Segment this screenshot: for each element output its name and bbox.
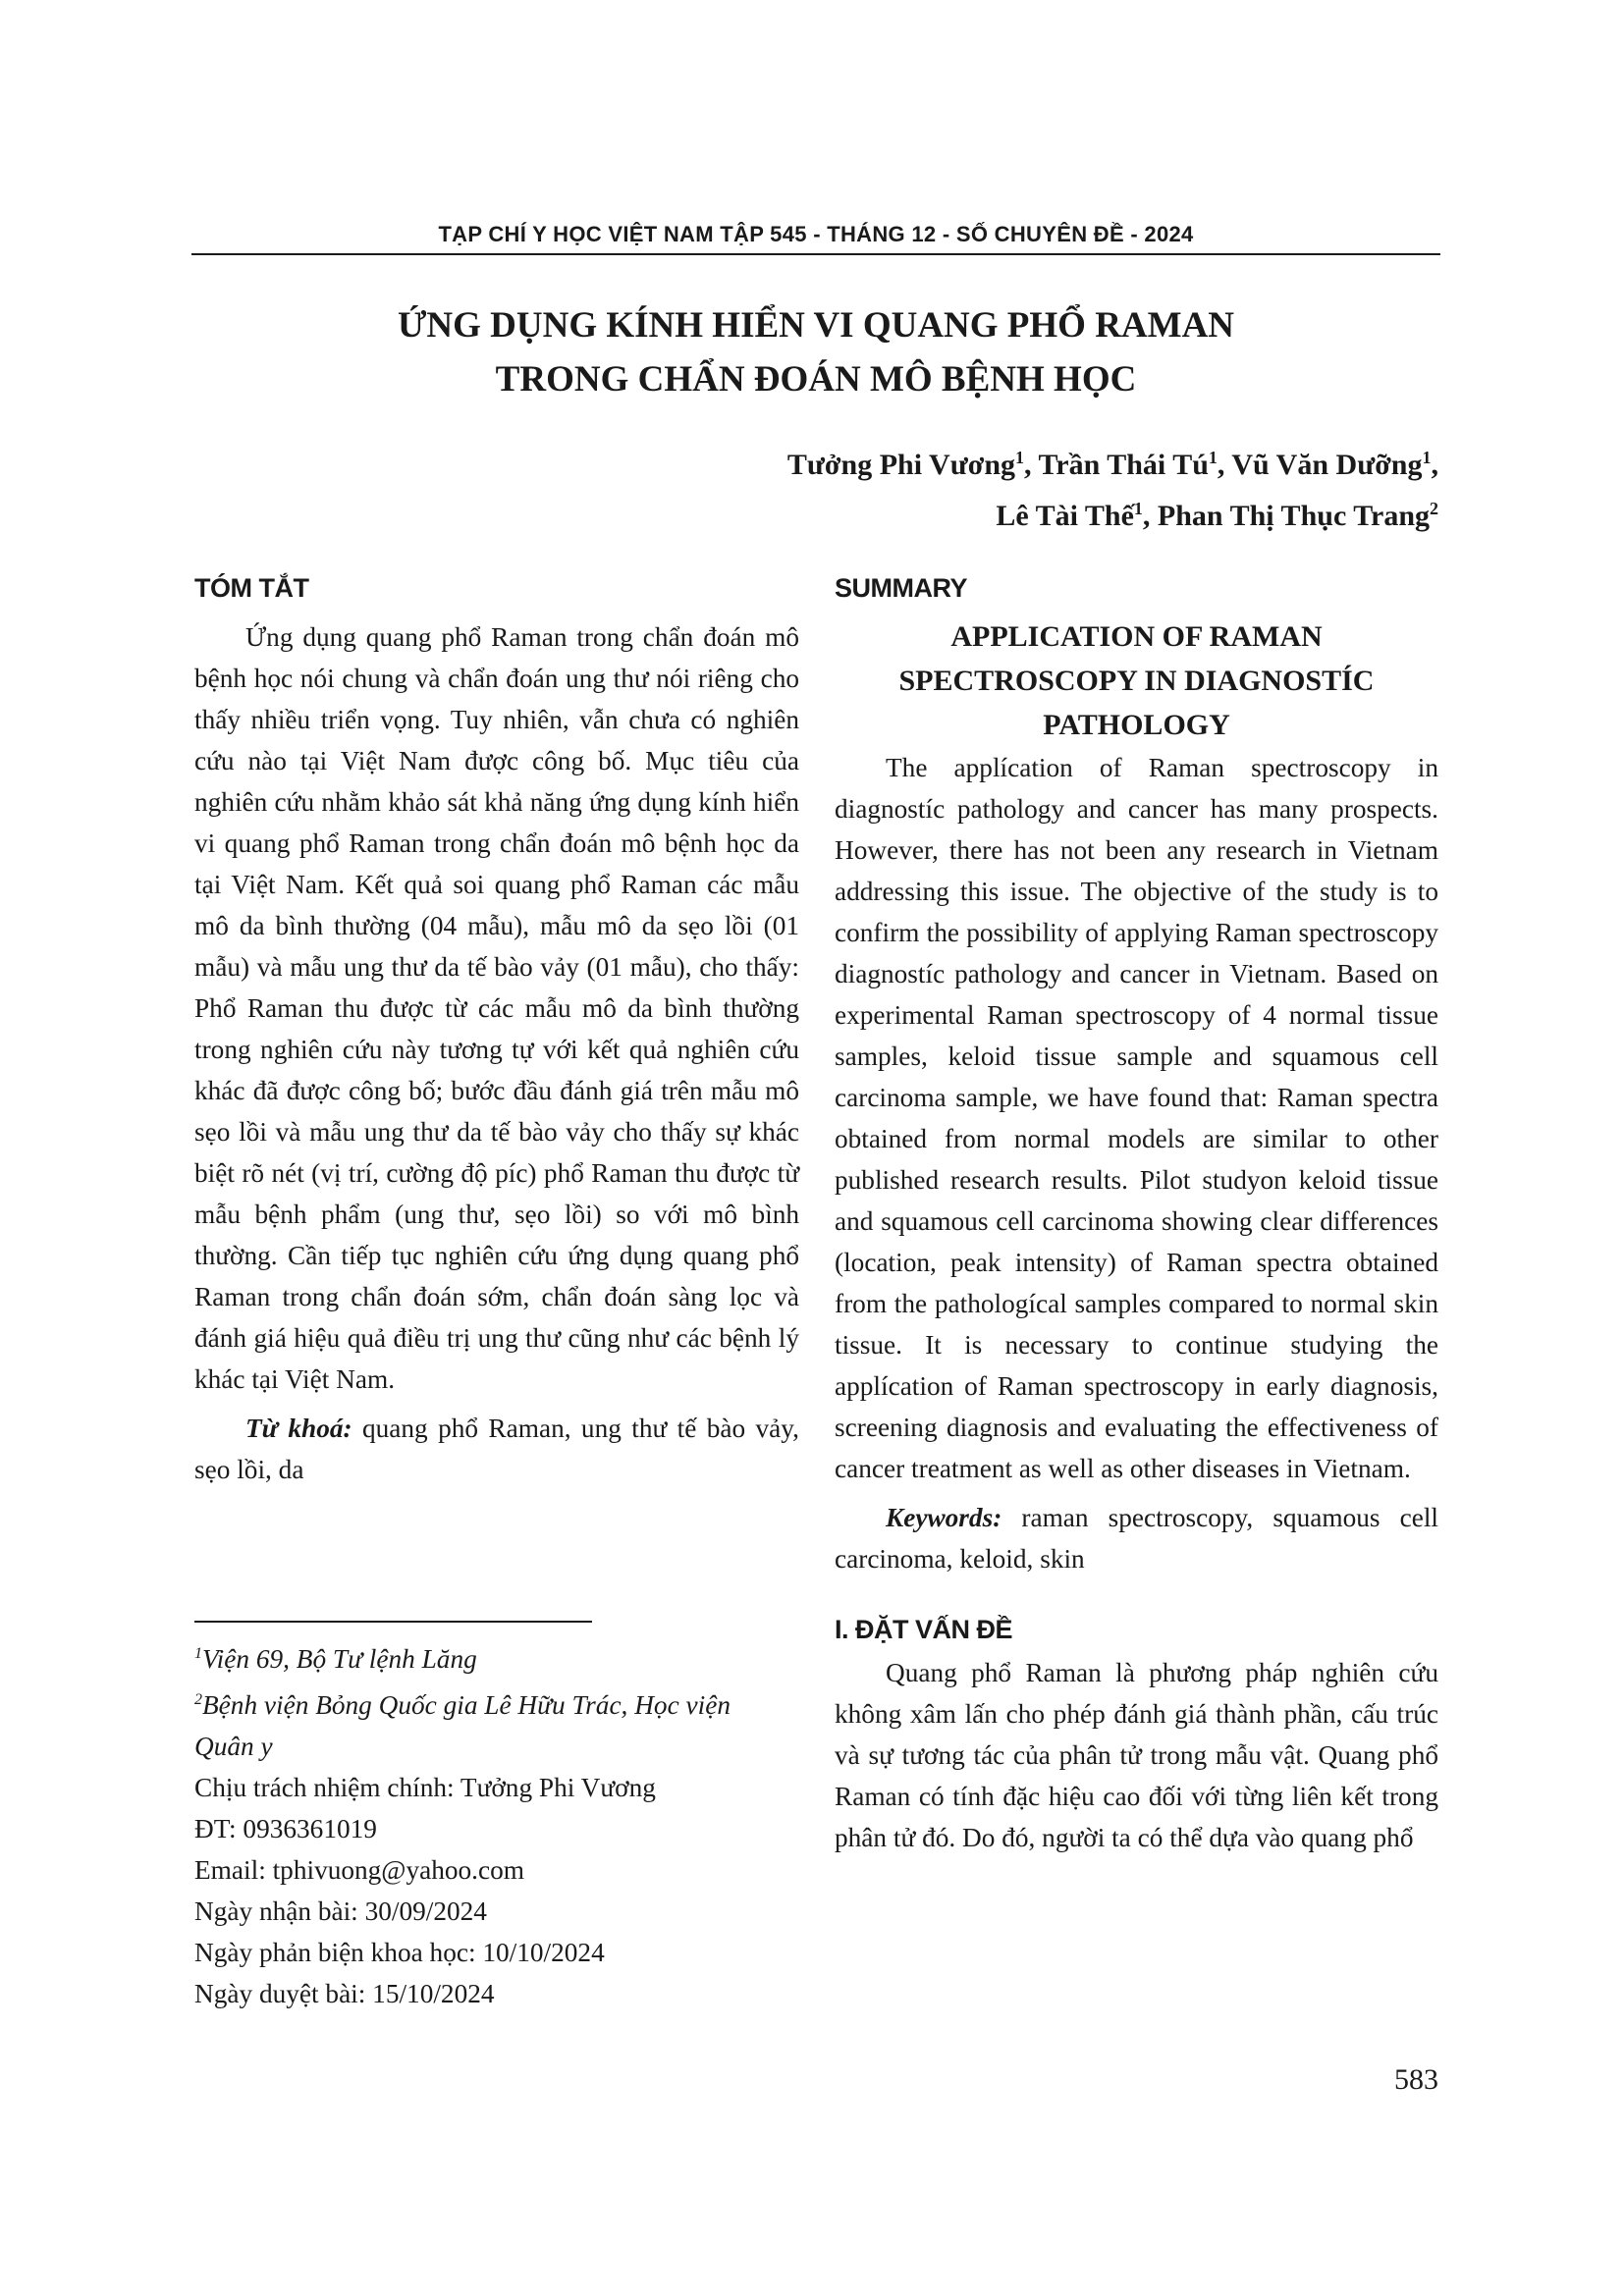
keywords-label: Từ khoá:: [245, 1414, 352, 1443]
footnote-received: Ngày nhận bài: 30/09/2024: [194, 1896, 487, 1927]
footnote-reviewed: Ngày phản biện khoa học: 10/10/2024: [194, 1938, 605, 1968]
footnote-affiliation-2: $^2$Bệnh viện Bỏng Quốc gia Lê Hữu Trác, Học viện Quân y: [194, 1690, 731, 1762]
footnote-accepted: Ngày duyệt bài: 15/10/2024: [194, 1979, 495, 2009]
affiliation-mark: 1: [1422, 448, 1432, 467]
abstract-vi-body: Ứng dụng quang phổ Raman trong chẩn đoán mô bệnh học nói chung và chẩn đoán ung thư nói riêng cho thấy nhiều triển vọng. Tuy nhiên, vẫn chưa có nghiên cứu nào tại Việt Nam được công bố. Mục tiêu của nghiên cứu nhằm khảo sát khả năng ứng dụng kính hiển vi quang phổ Raman trong chẩn đoán mô bệnh học da tại Việt Nam. Kết quả soi quang phổ Raman các mẫu mô da bình thường (04 mẫu), mẫu mô da sẹo lồi (01 mẫu) và mẫu ung thư da tế bào vảy (01 mẫu), cho thấy: Phổ Raman thu được từ các mẫu mô da bình thường trong nghiên cứu này tương tự với kết quả nghiên cứu khác đã được công bố; bước đầu đánh giá trên mẫu mô sẹo lồi và mẫu ung thư da tế bào vảy cho thấy sự khác biệt rõ nét (vị trí, cường độ píc) phổ Raman thu được từ mẫu bệnh phẩm (ung thư, sẹo lồi) so với mô bình thường. Cần tiếp tục nghiên cứu ứng dụng quang phổ Raman trong chẩn đoán sớm, chẩn đoán sàng lọc và đánh giá hiệu quả điều trị ung thư cũng như các bệnh lý khác tại Việt Nam.: [194, 622, 799, 1394]
footnote-responsible: Chịu trách nhiệm chính: Tưởng Phi Vương: [194, 1773, 656, 1803]
summary-title-line-3: PATHOLOGY: [1043, 709, 1230, 741]
summary-heading: SUMMARY: [835, 573, 967, 603]
keywords-text: raman spectroscopy, squamous cell carcinoma, keloid, skin: [835, 1503, 1438, 1574]
footnote-affiliation-1: $^1$Viện 69, Bộ Tư lệnh Lăng: [194, 1644, 477, 1675]
author-line-2: Lê Tài Thế$^1$, Phan Thị Thục Trang$^2$: [996, 499, 1438, 532]
title-line-2: TRONG CHẨN ĐOÁN MÔ BỆNH HỌC: [495, 359, 1137, 400]
page-number: 583: [1394, 2063, 1438, 2096]
affiliation-mark: 1: [1208, 448, 1218, 467]
intro-body: Quang phổ Raman là phương pháp nghiên cứu không xâm lấn cho phép đánh giá thành phần, cấu trúc và sự tương tác của phân tử trong mẫu vật. Quang phổ Raman có tính đặc hiệu cao đối với từng liên kết trong phân tử đó. Do đó, người ta có thể dựa vào quang phổ: [835, 1658, 1438, 1852]
footnote-mark: 1: [194, 1645, 202, 1662]
footnote-phone: ĐT: 0936361019: [194, 1814, 377, 1844]
affiliation-mark: 1: [1015, 448, 1024, 467]
footnote-rule: [194, 1621, 592, 1623]
running-head: TẠP CHÍ Y HỌC VIỆT NAM TẬP 545 - THÁNG 12 - SỐ CHUYÊN ĐỀ - 2024: [438, 222, 1194, 246]
summary-title: [835, 614, 1438, 747]
summary-keywords: [835, 1497, 1438, 1579]
abstract-vi: [194, 567, 799, 1490]
title-line-1: ỨNG DỤNG KÍNH HIỂN VI QUANG PHỔ RAMAN: [397, 305, 1235, 346]
summary-title-line-2: SPECTROSCOPY IN DIAGNOSTÍC: [898, 665, 1375, 697]
author-name: Phan Thị Thục Trang: [1157, 500, 1430, 532]
affiliation-mark: 1: [1133, 499, 1143, 518]
header-rule: [191, 253, 1440, 255]
author-list: [687, 436, 1438, 538]
author-name: Lê Tài Thế: [996, 500, 1134, 532]
keywords-label: Keywords:: [886, 1503, 1002, 1532]
keywords-text: quang phổ Raman, ung thư tế bào vảy, sẹo lồi, da: [194, 1414, 799, 1484]
summary-body: The applícation of Raman spectroscopy in diagnostíc pathology and cancer has many prospects. However, there has not been any research in Vietnam addressing this issue. The objective of the study is to confirm the possibility of applying Raman spectroscopy diagnostíc pathology and cancer in Vietnam. Based on experimental Raman spectroscopy of 4 normal tissue samples, keloid tissue sample and squamous cell carcinoma sample, we have found that: Raman spectra obtained from normal models are similar to other published research results. Pilot studyon keloid tissue and squamous cell carcinoma showing clear differences (location, peak intensity) of Raman spectra obtained from the pathologícal samples compared to normal skin tissue. It is necessary to continue studying the applícation of Raman spectroscopy in early diagnosis, screening diagnosis and evaluating the effectiveness of cancer treatment as well as other diseases in Vietnam.: [835, 753, 1438, 1483]
intro-heading: I. ĐẶT VẤN ĐỀ: [835, 1615, 1013, 1644]
footnote-mark: 2: [194, 1691, 202, 1709]
abstract-vi-keywords: [194, 1408, 799, 1490]
abstract-vi-heading: TÓM TẮT: [194, 573, 309, 603]
summary-title-line-1: APPLICATION OF RAMAN: [950, 620, 1323, 653]
footnote-email: Email: tphivuong@yahoo.com: [194, 1855, 524, 1886]
author-name: Tưởng Phi Vương: [786, 449, 1015, 481]
summary-en: [835, 567, 1438, 1858]
author-name: Trần Thái Tú: [1038, 449, 1209, 481]
affiliation-mark: 2: [1430, 499, 1438, 518]
article-title: [191, 298, 1440, 406]
author-name: Vũ Văn Dưỡng: [1231, 449, 1423, 481]
footnotes: [194, 1633, 764, 2014]
author-line-1: Tưởng Phi Vương$^1$, Trần Thái $Tú^1$, Vũ Văn Dưỡng$^1$,: [786, 448, 1438, 481]
